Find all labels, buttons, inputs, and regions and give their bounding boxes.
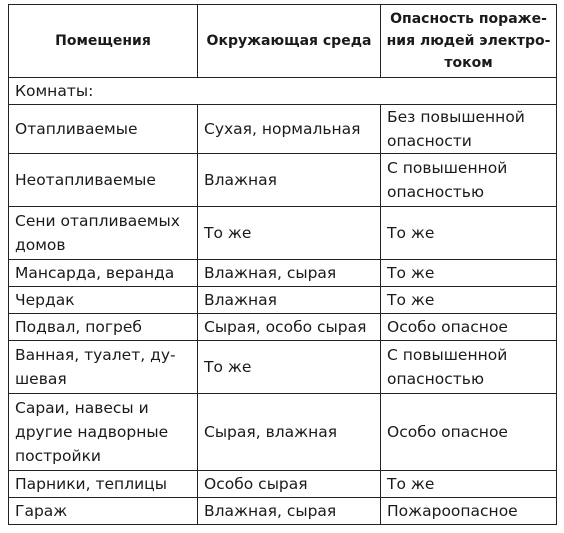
section-label: Комнаты: bbox=[9, 78, 557, 105]
cell-danger: Пожароопасное bbox=[381, 498, 557, 525]
table-row bbox=[9, 498, 557, 525]
cell-danger: Особо опасное bbox=[381, 394, 557, 471]
cell-room: Парники, теплицы bbox=[9, 471, 198, 498]
cell-room: Чердак bbox=[9, 287, 198, 314]
cell-environment: То же bbox=[198, 341, 381, 394]
cell-environment: Влажная, сырая bbox=[198, 498, 381, 525]
cell-environment: Сухая, нормальная bbox=[198, 105, 381, 154]
table-row bbox=[9, 314, 557, 341]
cell-danger: С повышенной опасностью bbox=[381, 154, 557, 207]
header-row bbox=[9, 5, 557, 78]
cell-danger: То же bbox=[381, 207, 557, 260]
cell-room: Сени отапливаемых домов bbox=[9, 207, 198, 260]
cell-environment: Влажная, сырая bbox=[198, 260, 381, 287]
cell-danger: Без повышенной опасности bbox=[381, 105, 557, 154]
cell-danger: То же bbox=[381, 287, 557, 314]
header-rooms: Помещения bbox=[9, 5, 198, 78]
cell-environment: Сырая, влажная bbox=[198, 394, 381, 471]
table-row bbox=[9, 105, 557, 154]
header-environment: Окружающая среда bbox=[198, 5, 381, 78]
header-danger: Опасность пораже- ния людей электро- током bbox=[381, 5, 557, 78]
cell-room: Отапливаемые bbox=[9, 105, 198, 154]
cell-environment: Влажная bbox=[198, 287, 381, 314]
cell-room: Гараж bbox=[9, 498, 198, 525]
cell-danger: С повышенной опасностью bbox=[381, 341, 557, 394]
cell-room: Мансарда, веранда bbox=[9, 260, 198, 287]
rooms-danger-table bbox=[8, 4, 557, 525]
cell-danger: То же bbox=[381, 471, 557, 498]
cell-environment: Влажная bbox=[198, 154, 381, 207]
cell-environment: Сырая, особо сырая bbox=[198, 314, 381, 341]
table-row bbox=[9, 471, 557, 498]
table-row bbox=[9, 341, 557, 394]
table-row bbox=[9, 207, 557, 260]
cell-environment: То же bbox=[198, 207, 381, 260]
cell-room: Подвал, погреб bbox=[9, 314, 198, 341]
cell-room: Неотапливаемые bbox=[9, 154, 198, 207]
cell-room: Сараи, навесы и другие надворные постройки bbox=[9, 394, 198, 471]
cell-danger: То же bbox=[381, 260, 557, 287]
cell-danger: Особо опасное bbox=[381, 314, 557, 341]
cell-environment: Особо сырая bbox=[198, 471, 381, 498]
table-row bbox=[9, 154, 557, 207]
cell-room: Ванная, туалет, ду- шевая bbox=[9, 341, 198, 394]
table-row bbox=[9, 287, 557, 314]
section-row bbox=[9, 78, 557, 105]
table-row bbox=[9, 394, 557, 471]
table-row bbox=[9, 260, 557, 287]
